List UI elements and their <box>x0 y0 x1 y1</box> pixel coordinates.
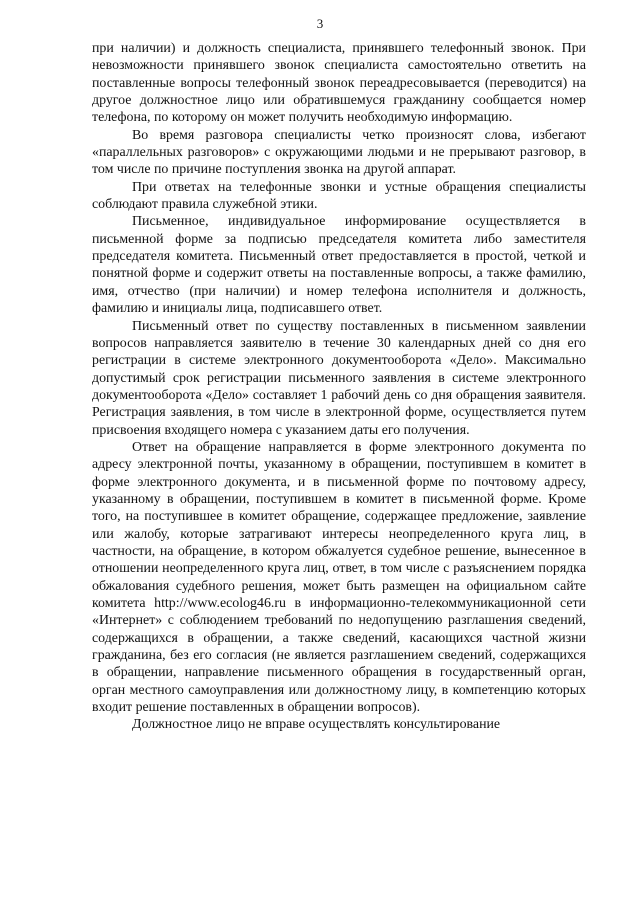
paragraph-consulting-restriction: Должностное лицо не вправе осуществлять консультирование <box>132 717 501 733</box>
document-body <box>92 40 586 734</box>
paragraph-written-informing: Письменное, индивидуальное информирование осуществляется в письменной форме за подписью председателя комитета либо заместителя председателя комитета. Письменный ответ предоставляется в простой, четкой и понятной форме и содержит ответы на поставленные вопросы, а также фамилию, имя, отчество (при наличии) и номер телефона исполнителя и должность, фамилию и инициалы лица, подписавшего ответ. <box>92 214 586 317</box>
paragraph-written-answer-terms: Письменный ответ по существу поставленных в письменном заявлении вопросов направляется заявителю в течение 30 календарных дней со дня его регистрации в системе электронного документооборота «Дело». Максимально допустимый срок регистрации письменного заявления в системе электронного документооборота «Дело» составляет 1 рабочий день со дня обращения заявителя. Регистрация заявления, в том числе в электронной форме, осуществляется путем присвоения входящего номера с указанием даты его получения. <box>92 318 586 438</box>
page-number: 3 <box>316 16 324 31</box>
paragraph-phone-call-end: при наличии) и должность специалиста, принявшего телефонный звонок. При невозможности принявшего звонок специалиста самостоятельно ответить на поставленные вопросы телефонный звонок переадресовывается (переводится) на другое должностное лицо или обратившемуся гражданину сообщается номер телефона, по которому он может получить необходимую информацию. <box>92 41 586 126</box>
paragraph-service-ethics: При ответах на телефонные звонки и устные обращения специалисты соблюдают правила служебной этики. <box>92 179 586 213</box>
paragraph-speech-rules: Во время разговора специалисты четко произносят слова, избегают «параллельных разговоров» с окружающими людьми и не прерывают разговор, в том числе по причине поступления звонка на другой аппарат. <box>92 127 586 178</box>
paragraph-answer-delivery: Ответ на обращение направляется в форме электронного документа по адресу электронной почты, указанному в обращении, поступившем в комитет в форме электронного документа, и в письменной форме по почтовому адресу, указанному в обращении, поступившем в комитет в письменной форме. Кроме того, на поступившее в комитет обращение, содержащее предложение, заявление или жалобу, которые затрагивают интересы неопределенного круга лиц, в частности, на обращение, в котором обжалуется судебное решение, вынесенное в отношении неопределенного круга лиц, ответ, в том числе с разъяснением порядка обжалования судебного решения, может быть размещен на официальном сайте комитета http://www.ecolog46.ru в информационно-телекоммуникационной сети «Интернет» с соблюдением требований по недопущению разглашения сведений, содержащихся в обращении, а также сведений, касающихся частной жизни гражданина, без его согласия (не является разглашением сведений, содержащихся в обращении, направление письменного обращения в государственный орган, орган местного самоуправления или должностному лицу, в компетенцию которых входит решение поставленных в обращении вопросов). <box>92 439 586 716</box>
